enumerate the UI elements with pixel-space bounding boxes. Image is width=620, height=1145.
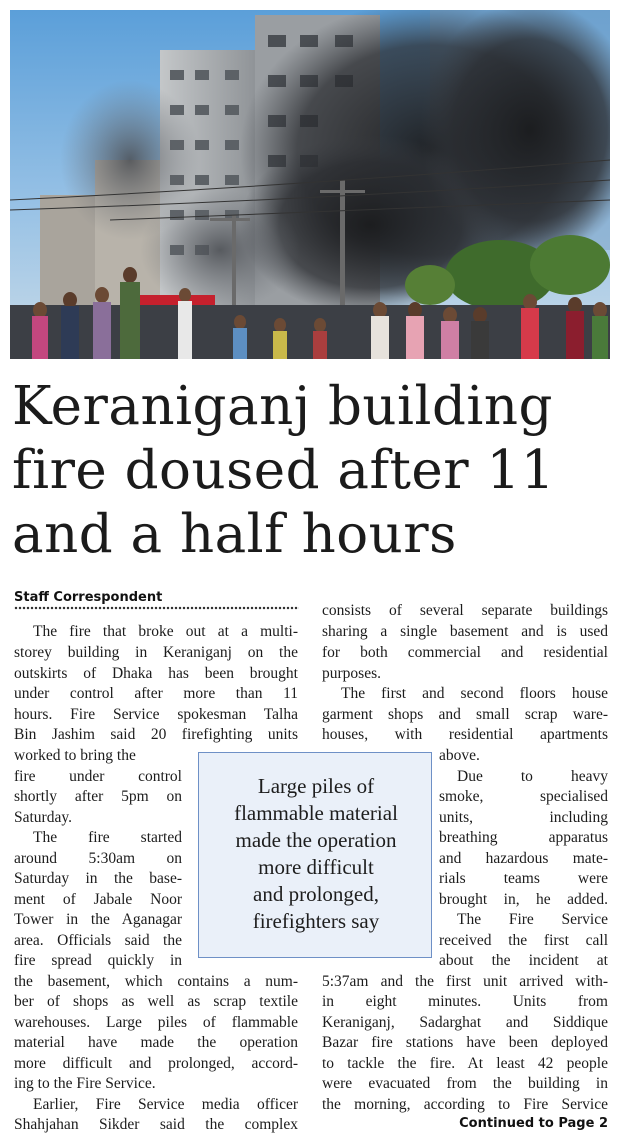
body-line: Saturday in the base- [14,870,182,887]
body-line: material have made the operation [14,1034,298,1051]
body-line: Earlier, Fire Service media officer [33,1096,298,1113]
body-line: shortly after 5pm on [14,788,182,805]
body-line: sharing a single basement and is used [322,623,608,640]
body-line: hours. Fire Service spokesman Talha [14,706,298,723]
headline-line-3: and a half hours [12,504,457,565]
body-line: were evacuated from the building in [322,1075,608,1092]
body-line: ing to the Fire Service. [14,1075,156,1092]
body-line: fire under control [14,768,182,785]
body-line: Tower in the Aganagar [14,911,182,928]
body-line: for both commercial and residential [322,644,608,661]
body-line: houses, with residential apartments [322,726,608,743]
body-line: in eight minutes. Units from [322,993,608,1010]
photo-burning-building-with-crowd-icon [10,10,610,359]
body-line: received the first call [439,932,608,949]
body-line: smoke, specialised [439,788,608,805]
body-line: and hazardous mate- [439,850,608,867]
body-line: Due to heavy [457,768,608,785]
body-line: fire spread quickly in [14,952,182,969]
news-photo [10,10,610,359]
body-line: outskirts of Dhaka has been brought [14,665,298,682]
body-line: consists of several separate buildings [322,602,608,619]
body-line: warehouses. Large piles of flammable [14,1014,298,1031]
body-line: breathing apparatus [439,829,608,846]
byline: Staff Correspondent [14,590,163,605]
body-line: ment of Jabale Noor [14,891,182,908]
pull-quote-line: made the operation [235,828,397,852]
pull-quote-line: flammable material [234,801,398,825]
body-line: the basement, which contains a num- [14,973,298,990]
headline [12,375,612,567]
body-line: The fire that broke out at a multi- [33,623,298,640]
dotted-divider [14,606,299,610]
headline-line-1: Keraniganj building [12,376,553,437]
body-line: more difficult and prolonged, accord- [14,1055,298,1072]
body-line: Bazar fire stations have been deployed [322,1034,608,1051]
body-line: units, including [439,809,608,826]
body-line: under control after more than 11 [14,685,298,702]
pull-quote [198,752,432,958]
body-line: Shahjahan Sikder said the complex [14,1116,298,1133]
body-line: purposes. [322,665,381,682]
body-line: The fire started [33,829,182,846]
pull-quote-line: more difficult [258,855,374,879]
body-line: 5:37am and the first unit arrived with- [322,973,608,990]
continued-link[interactable]: Continued to Page 2 [459,1116,608,1131]
body-line: around 5:30am on [14,850,182,867]
body-line: garment shops and small scrap ware- [322,706,608,723]
body-line: worked to bring the [14,747,136,764]
body-line: above. [439,747,480,764]
body-line: the morning, according to Fire Service [322,1096,608,1113]
pull-quote-line: Large piles of [257,774,375,798]
body-line: brought in, he added. [439,891,608,908]
body-line: area. Officials said the [14,932,182,949]
body-line: to tackle the fire. At least 42 people [322,1055,608,1072]
pull-quote-line: firefighters say [252,909,380,933]
body-line: Bin Jashim said 20 firefighting units [14,726,298,743]
body-line: Saturday. [14,809,72,826]
body-line: rials teams were [439,870,608,887]
body-line: Keraniganj, Sadarghat and Siddique [322,1014,608,1031]
body-line: storey building in Keraniganj on the [14,644,298,661]
body-line: about the incident at [439,952,608,969]
body-line: The Fire Service [457,911,608,928]
body-line: The first and second floors house [341,685,608,702]
headline-line-2: fire doused after 11 [12,440,555,501]
body-line: ber of shops as well as scrap textile [14,993,298,1010]
pull-quote-line: and prolonged, [253,882,379,906]
